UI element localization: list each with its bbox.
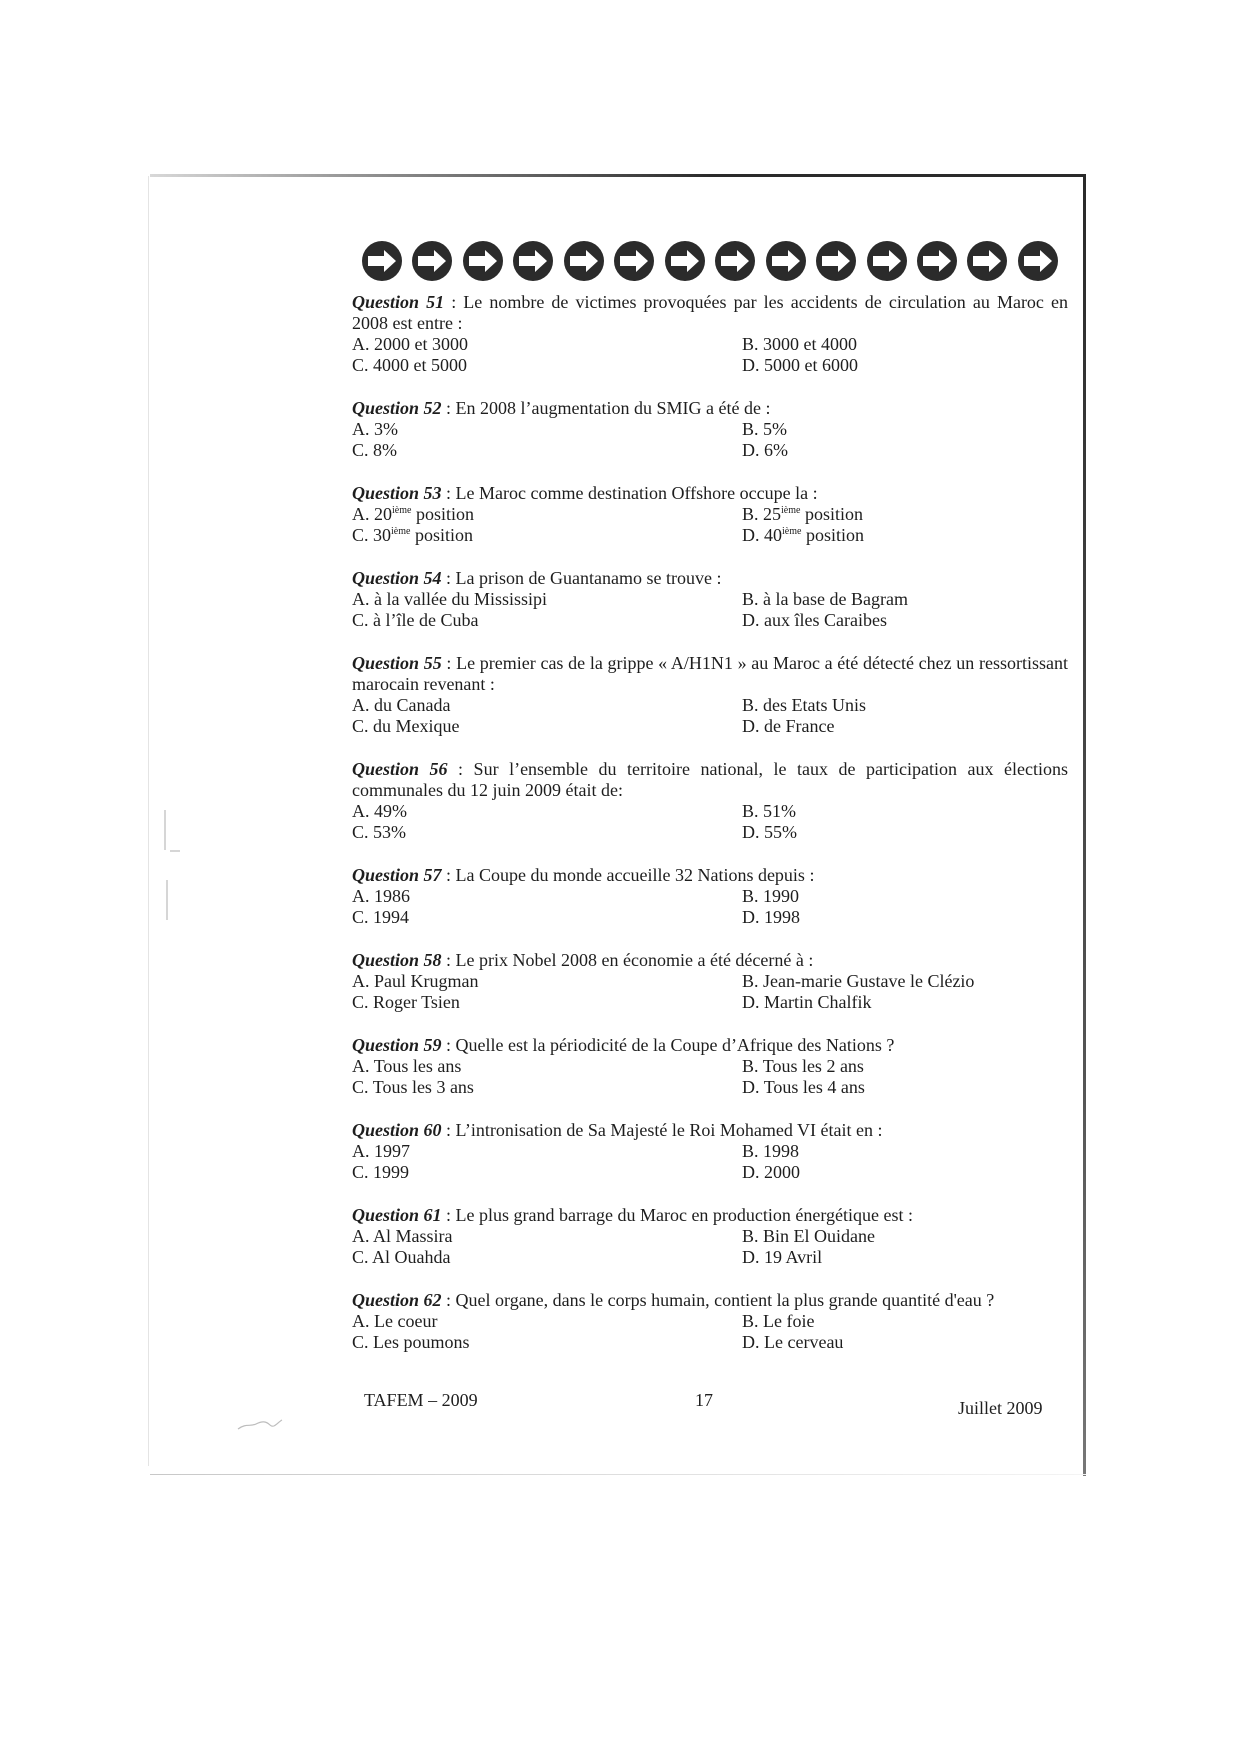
option-text: position <box>804 504 863 524</box>
option-letter: A. <box>352 1141 370 1161</box>
option-letter: D. <box>742 355 760 375</box>
answer-option <box>742 355 1068 376</box>
option-letter: A. <box>352 504 370 524</box>
answer-option <box>352 801 742 822</box>
option-letter: B. <box>742 801 759 821</box>
answer-option <box>742 504 1068 525</box>
option-text: Tous les 2 ans <box>762 1056 864 1076</box>
question-label: Question 54 <box>352 568 442 588</box>
option-number: 20 <box>374 504 392 524</box>
question-block <box>352 1120 1068 1183</box>
question-text: : Quelle est la périodicité de la Coupe d’Afrique des Nations ? <box>441 1035 895 1055</box>
scan-mark <box>166 880 168 920</box>
answer-option <box>352 1056 742 1077</box>
question-block <box>352 1290 1068 1353</box>
option-text: du Canada <box>374 695 451 715</box>
question-text: : La prison de Guantanamo se trouve : <box>441 568 722 588</box>
option-letter: C. <box>352 992 369 1012</box>
question-block <box>352 759 1068 843</box>
answer-option <box>352 355 742 376</box>
option-letter: B. <box>742 589 759 609</box>
question-block <box>352 483 1068 546</box>
answer-option <box>742 886 1068 907</box>
option-letter: A. <box>352 419 370 439</box>
answer-option <box>352 589 742 610</box>
answer-options <box>352 886 1068 928</box>
option-letter: C. <box>352 1247 369 1267</box>
answer-option <box>352 716 742 737</box>
answer-option <box>742 1077 1068 1098</box>
answer-option <box>352 1247 742 1268</box>
circled-right-arrow-icon <box>1016 239 1060 283</box>
option-letter: C. <box>352 1077 369 1097</box>
option-text: du Mexique <box>373 716 460 736</box>
option-letter: D. <box>742 610 760 630</box>
answer-option <box>742 1141 1068 1162</box>
option-letter: B. <box>742 1226 759 1246</box>
option-text: aux îles Caraibes <box>764 610 887 630</box>
option-text: à l’île de Cuba <box>373 610 479 630</box>
question-text: : La Coupe du monde accueille 32 Nations depuis : <box>441 865 815 885</box>
circled-right-arrow-icon <box>713 239 757 283</box>
question-text: : Le premier cas de la grippe « A/H1N1 » au Maroc a été détecté chez un ressortissant marocain revenant : <box>352 653 1068 694</box>
option-text: 8% <box>373 440 398 460</box>
page-number: 17 <box>695 1390 713 1410</box>
question-stem <box>352 483 1068 504</box>
answer-option <box>742 801 1068 822</box>
answer-options <box>352 589 1068 631</box>
option-text: 6% <box>764 440 788 460</box>
pen-scribble-mark <box>236 1415 284 1433</box>
question-label: Question 58 <box>352 950 442 970</box>
option-letter: B. <box>742 971 759 991</box>
answer-option <box>742 822 1068 843</box>
option-letter: A. <box>352 886 370 906</box>
option-text: 1994 <box>373 907 410 927</box>
option-letter: C. <box>352 822 369 842</box>
question-text: : Le plus grand barrage du Maroc en production énergétique est : <box>441 1205 914 1225</box>
option-text: Jean-marie Gustave le Clézio <box>763 971 975 991</box>
option-text: 1990 <box>763 886 800 906</box>
option-text: 1986 <box>374 886 410 906</box>
option-text: à la base de Bagram <box>763 589 908 609</box>
option-ordinal-suffix: ième <box>781 505 801 516</box>
option-number: 30 <box>373 525 392 545</box>
answer-option <box>742 589 1068 610</box>
answer-option <box>352 886 742 907</box>
option-letter: A. <box>352 589 370 609</box>
question-label: Question 61 <box>352 1205 442 1225</box>
option-ordinal-suffix: ième <box>782 526 802 537</box>
answer-option <box>352 971 742 992</box>
question-stem <box>352 1290 1068 1311</box>
answer-option <box>352 1311 742 1332</box>
answer-options <box>352 504 1068 546</box>
answer-option <box>742 1162 1068 1183</box>
option-text: Al Massira <box>373 1226 453 1246</box>
option-letter: D. <box>742 525 760 545</box>
option-text: Tous les 4 ans <box>763 1077 865 1097</box>
option-text: position <box>805 525 864 545</box>
answer-option <box>352 504 742 525</box>
option-letter: A. <box>352 971 370 991</box>
option-letter: D. <box>742 1077 760 1097</box>
answer-options <box>352 1141 1068 1183</box>
answer-options <box>352 334 1068 376</box>
option-text: Bin El Ouidane <box>763 1226 875 1246</box>
question-text: : Le nombre de victimes provoquées par les accidents de circulation au Maroc en 2008 est entre : <box>352 292 1068 333</box>
option-letter: B. <box>742 504 759 524</box>
option-letter: D. <box>742 1247 760 1267</box>
option-letter: B. <box>742 334 759 354</box>
option-letter: D. <box>742 822 760 842</box>
option-letter: A. <box>352 1311 370 1331</box>
question-label: Question 57 <box>352 865 442 885</box>
circled-right-arrow-icon <box>865 239 909 283</box>
option-text: position <box>414 525 473 545</box>
option-text: position <box>415 504 474 524</box>
question-label: Question 60 <box>352 1120 442 1140</box>
answer-options <box>352 801 1068 843</box>
option-letter: C. <box>352 440 369 460</box>
answer-option <box>352 907 742 928</box>
question-stem <box>352 292 1068 334</box>
option-letter: C. <box>352 1332 369 1352</box>
option-text: 1999 <box>373 1162 410 1182</box>
option-text: 2000 <box>764 1162 800 1182</box>
option-letter: D. <box>742 440 760 460</box>
option-letter: B. <box>742 419 759 439</box>
question-block <box>352 1205 1068 1268</box>
option-letter: A. <box>352 334 370 354</box>
question-label: Question 52 <box>352 398 442 418</box>
option-letter: D. <box>742 716 760 736</box>
question-stem <box>352 1205 1068 1226</box>
question-stem <box>352 398 1068 419</box>
question-label: Question 62 <box>352 1290 442 1310</box>
question-block <box>352 568 1068 631</box>
scan-mark <box>170 850 180 852</box>
option-text: Le foie <box>763 1311 815 1331</box>
question-label: Question 59 <box>352 1035 442 1055</box>
answer-option <box>352 695 742 716</box>
circled-right-arrow-icon <box>814 239 858 283</box>
option-text: 2000 et 3000 <box>374 334 468 354</box>
circled-right-arrow-icon <box>764 239 808 283</box>
option-text: Al Ouahda <box>372 1247 451 1267</box>
question-label: Question 51 <box>352 292 445 312</box>
answer-option <box>742 610 1068 631</box>
option-text: 1998 <box>763 1141 800 1161</box>
question-label: Question 56 <box>352 759 448 779</box>
option-text: 19 Avril <box>764 1247 823 1267</box>
answer-option <box>742 1226 1068 1247</box>
question-stem <box>352 1035 1068 1056</box>
question-block <box>352 398 1068 461</box>
option-text: 4000 et 5000 <box>373 355 468 375</box>
answer-option <box>742 716 1068 737</box>
question-text: : L’intronisation de Sa Majesté le Roi Mohamed VI était en : <box>441 1120 883 1140</box>
question-stem <box>352 568 1068 589</box>
option-text: Paul Krugman <box>374 971 479 991</box>
option-letter: A. <box>352 695 370 715</box>
option-letter: B. <box>742 886 759 906</box>
option-ordinal-suffix: ième <box>392 505 412 516</box>
scan-mark <box>164 810 166 850</box>
option-text: Martin Chalfik <box>764 992 872 1012</box>
page-border-left <box>148 176 149 1466</box>
option-text: Les poumons <box>373 1332 470 1352</box>
option-text: 51% <box>763 801 797 821</box>
option-text: 49% <box>374 801 407 821</box>
option-text: 3000 et 4000 <box>763 334 858 354</box>
answer-option <box>742 1311 1068 1332</box>
answer-options <box>352 971 1068 1013</box>
footer-title: TAFEM – 2009 <box>364 1390 478 1410</box>
answer-option <box>352 1141 742 1162</box>
option-number: 25 <box>763 504 782 524</box>
answer-option <box>742 1247 1068 1268</box>
option-text: Tous les 3 ans <box>372 1077 474 1097</box>
question-block <box>352 1035 1068 1098</box>
option-letter: A. <box>352 801 370 821</box>
question-text: : Quel organe, dans le corps humain, contient la plus grande quantité d'eau ? <box>441 1290 995 1310</box>
answer-option <box>352 440 742 461</box>
option-letter: D. <box>742 1332 760 1352</box>
option-letter: C. <box>352 610 369 630</box>
question-block <box>352 292 1068 376</box>
option-letter: B. <box>742 695 759 715</box>
question-text: : Le prix Nobel 2008 en économie a été décerné à : <box>441 950 814 970</box>
option-text: 1997 <box>374 1141 410 1161</box>
answer-option <box>742 695 1068 716</box>
option-text: 5000 et 6000 <box>764 355 858 375</box>
answer-option <box>352 1077 742 1098</box>
answer-option <box>352 822 742 843</box>
option-letter: C. <box>352 355 369 375</box>
circled-right-arrow-icon <box>612 239 656 283</box>
option-number: 40 <box>764 525 782 545</box>
answer-options <box>352 1311 1068 1353</box>
answer-option <box>352 1226 742 1247</box>
option-letter: C. <box>352 1162 369 1182</box>
option-text: 3% <box>374 419 398 439</box>
arrow-decoration-row <box>360 238 1060 284</box>
answer-option <box>742 992 1068 1013</box>
answer-option <box>352 610 742 631</box>
question-block <box>352 950 1068 1013</box>
answer-options <box>352 695 1068 737</box>
option-text: 55% <box>764 822 797 842</box>
circled-right-arrow-icon <box>410 239 454 283</box>
question-label: Question 55 <box>352 653 442 673</box>
answer-option <box>742 971 1068 992</box>
answer-options <box>352 1226 1068 1268</box>
circled-right-arrow-icon <box>965 239 1009 283</box>
option-letter: B. <box>742 1056 759 1076</box>
option-letter: C. <box>352 525 369 545</box>
question-text: : En 2008 l’augmentation du SMIG a été de : <box>441 398 771 418</box>
circled-right-arrow-icon <box>461 239 505 283</box>
option-text: Roger Tsien <box>373 992 460 1012</box>
question-stem <box>352 1120 1068 1141</box>
question-text: : Le Maroc comme destination Offshore occupe la : <box>441 483 818 503</box>
option-letter: A. <box>352 1226 370 1246</box>
option-letter: D. <box>742 992 760 1012</box>
option-text: 53% <box>373 822 407 842</box>
option-letter: A. <box>352 1056 370 1076</box>
question-stem <box>352 759 1068 801</box>
option-text: des Etats Unis <box>763 695 867 715</box>
question-stem <box>352 865 1068 886</box>
answer-option <box>742 440 1068 461</box>
option-text: Tous les ans <box>373 1056 462 1076</box>
question-block <box>352 865 1068 928</box>
answer-options <box>352 419 1068 461</box>
answer-options <box>352 1056 1068 1098</box>
answer-option <box>742 525 1068 546</box>
answer-option <box>742 334 1068 355</box>
option-letter: B. <box>742 1141 759 1161</box>
answer-option <box>352 992 742 1013</box>
option-letter: B. <box>742 1311 759 1331</box>
option-text: 5% <box>763 419 788 439</box>
question-list <box>352 292 1068 1375</box>
page-border-right <box>1083 176 1086 1476</box>
option-letter: C. <box>352 907 369 927</box>
option-letter: C. <box>352 716 369 736</box>
answer-option <box>352 1332 742 1353</box>
answer-option <box>742 1332 1068 1353</box>
question-stem <box>352 653 1068 695</box>
answer-option <box>352 1162 742 1183</box>
answer-option <box>352 525 742 546</box>
answer-option <box>742 419 1068 440</box>
option-text: 1998 <box>764 907 800 927</box>
page-border-bottom <box>150 1474 1086 1475</box>
option-text: de France <box>764 716 835 736</box>
option-letter: D. <box>742 1162 760 1182</box>
answer-option <box>352 419 742 440</box>
option-text: à la vallée du Mississipi <box>374 589 547 609</box>
question-block <box>352 653 1068 737</box>
circled-right-arrow-icon <box>511 239 555 283</box>
answer-option <box>742 1056 1068 1077</box>
question-stem <box>352 950 1068 971</box>
option-ordinal-suffix: ième <box>391 526 411 537</box>
question-text: : Sur l’ensemble du territoire national, le taux de participation aux élections communales du 12 juin 2009 était de: <box>352 759 1068 800</box>
circled-right-arrow-icon <box>360 239 404 283</box>
question-label: Question 53 <box>352 483 442 503</box>
option-text: Le coeur <box>374 1311 438 1331</box>
circled-right-arrow-icon <box>562 239 606 283</box>
option-text: Le cerveau <box>764 1332 844 1352</box>
circled-right-arrow-icon <box>663 239 707 283</box>
option-letter: D. <box>742 907 760 927</box>
answer-option <box>352 334 742 355</box>
footer-date: Juillet 2009 <box>958 1398 1043 1418</box>
answer-option <box>742 907 1068 928</box>
page-border-top <box>150 174 1086 177</box>
circled-right-arrow-icon <box>915 239 959 283</box>
